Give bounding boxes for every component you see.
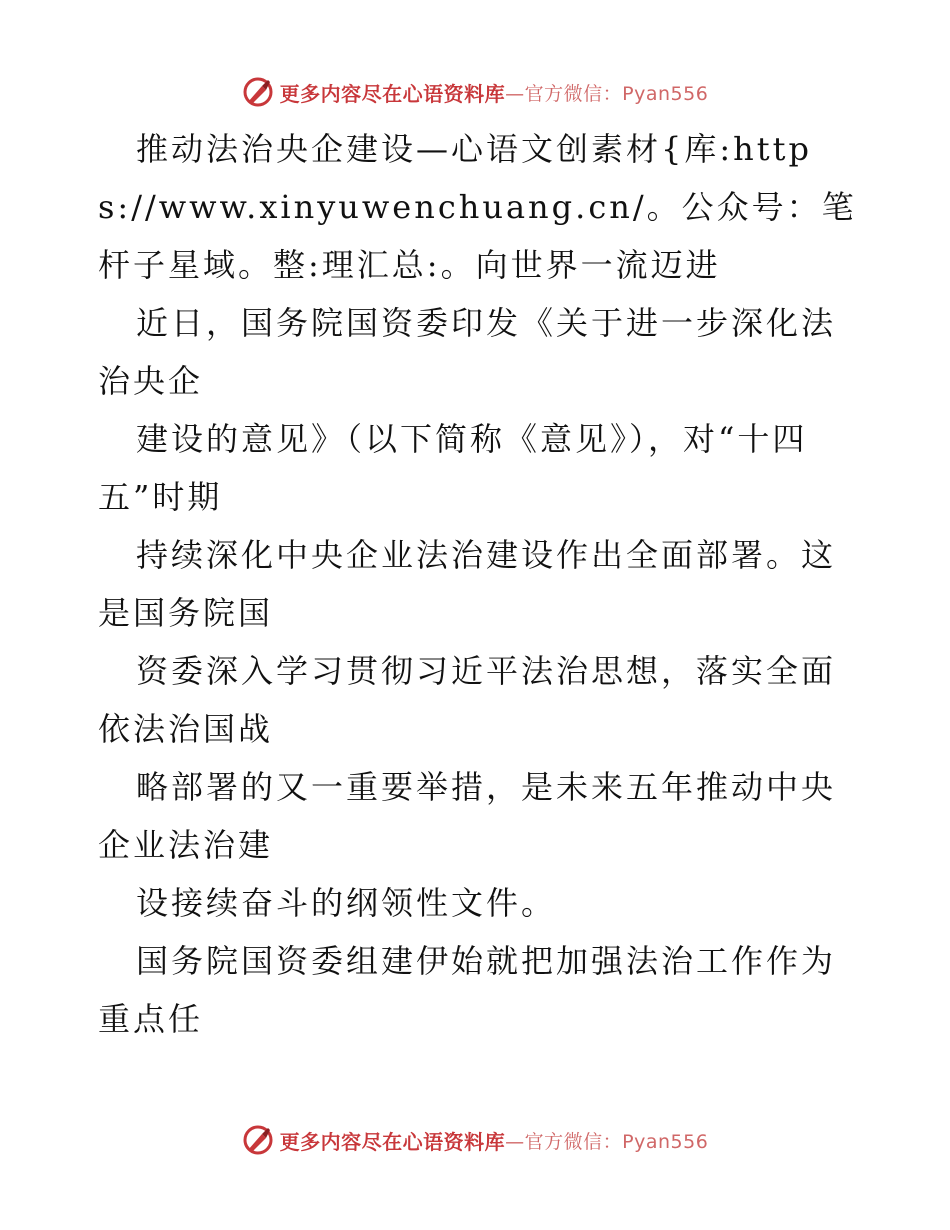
paragraph-7: 设接续奋斗的纲领性文件。 — [136, 884, 557, 922]
banner-title: 更多内容尽在心语资料库 — [279, 81, 506, 106]
paragraph-8: 国务院国资委组建伊始就把加强法治工作作为重点任 — [98, 942, 837, 1038]
document-body — [98, 120, 858, 1048]
banner-wechat: —官方微信：Pyan556 — [505, 82, 709, 105]
header-banner — [0, 72, 950, 112]
paragraph-4: 持续深化中央企业法治建设作出全面部署。这是国务院国 — [98, 536, 837, 632]
brand-logo-icon — [242, 76, 274, 108]
footer-banner-wechat: —官方微信：Pyan556 — [505, 1130, 709, 1153]
brand-logo-icon — [242, 1124, 274, 1156]
footer-banner-title: 更多内容尽在心语资料库 — [279, 1129, 506, 1154]
paragraph-2: 近日，国务院国资委印发《关于进一步深化法治央企 — [98, 304, 837, 400]
footer-banner — [0, 1120, 950, 1160]
paragraph-3: 建设的意见》（以下简称《意见》），对“十四五”时期 — [98, 420, 808, 516]
paragraph-1: 推动法治央企建设—心语文创素材{库:https://www.xinyuwenchuang.cn/。公众号：笔杆子星域。整:理汇总:。向世界一流迈进 — [98, 130, 857, 284]
paragraph-5: 资委深入学习贯彻习近平法治思想，落实全面依法治国战 — [98, 652, 837, 748]
paragraph-6: 略部署的又一重要举措，是未来五年推动中央企业法治建 — [98, 768, 837, 864]
